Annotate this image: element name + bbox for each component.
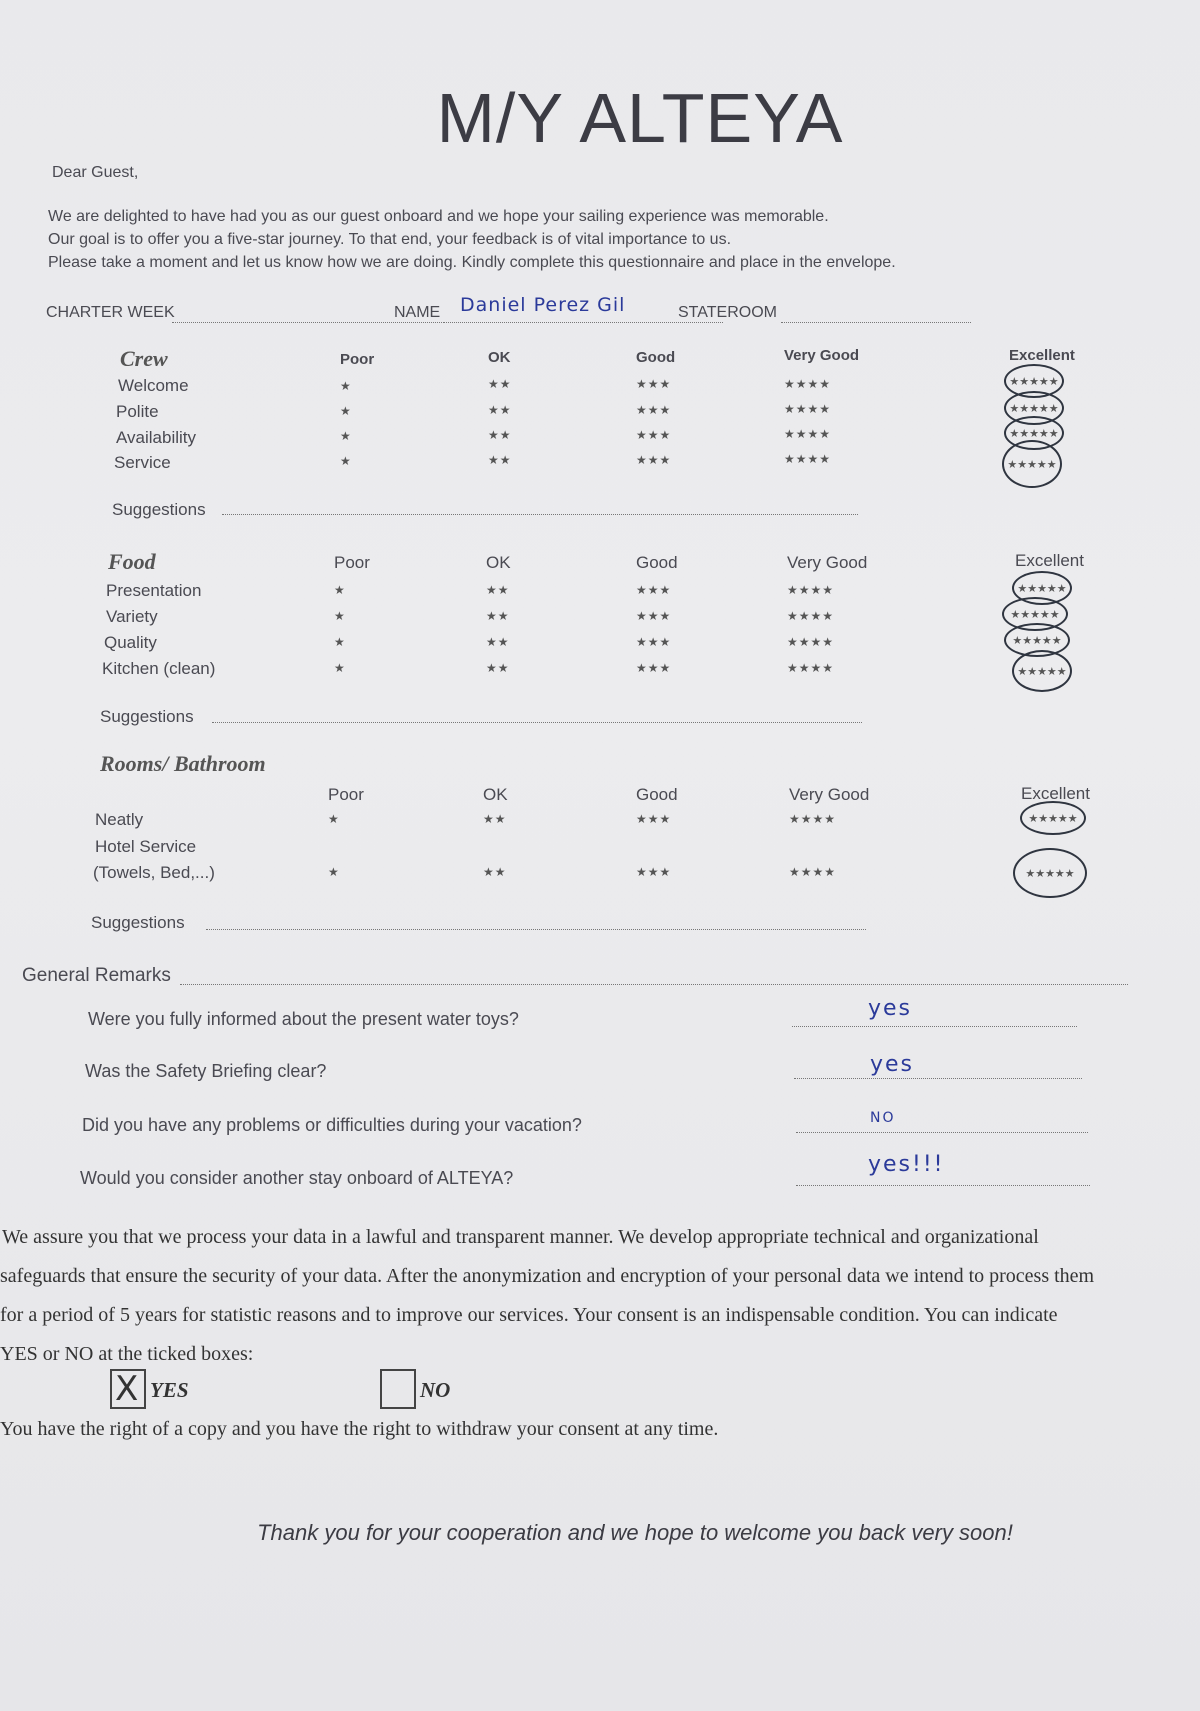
rooms-item-neatly: Neatly <box>95 810 144 829</box>
answer-another-stay: yes!!! <box>868 1152 945 1177</box>
rating-1-stars[interactable]: ★ <box>334 583 346 597</box>
rating-5-stars: ★★★★★ <box>1009 402 1059 415</box>
stateroom-label: STATEROOM <box>678 304 777 321</box>
crew-item-welcome: Welcome <box>118 376 189 395</box>
crew-item-availability: Availability <box>116 428 197 447</box>
intro-text <box>48 205 1048 274</box>
guest-info-row <box>46 294 976 328</box>
checkmark-x-icon: X <box>115 1369 139 1409</box>
food-item-presentation: Presentation <box>106 581 202 600</box>
question-another-stay: Would you consider another stay onboard of ALTEYA? <box>80 1168 514 1188</box>
header-poor: Poor <box>340 351 375 368</box>
page-title: M/Y ALTEYA <box>436 79 844 157</box>
crew-item-polite: Polite <box>116 402 159 421</box>
header-poor: Poor <box>328 785 364 804</box>
food-item-variety: Variety <box>106 607 158 626</box>
rating-5-stars: ★★★★★ <box>1010 608 1060 621</box>
thank-you-message: Thank you for your cooperation and we hope to welcome you back very soon! <box>257 1520 1013 1545</box>
rating-3-stars[interactable]: ★★★ <box>636 403 672 417</box>
rating-1-stars[interactable]: ★ <box>340 379 352 393</box>
consent-yes-label: YES <box>150 1378 189 1402</box>
question-water-toys: Were you fully informed about the present water toys? <box>88 1009 519 1029</box>
rating-4-stars[interactable]: ★★★★ <box>789 865 837 879</box>
rating-3-stars[interactable]: ★★★ <box>636 865 672 879</box>
consent-no-checkbox[interactable] <box>380 1369 416 1409</box>
rating-4-stars[interactable]: ★★★★ <box>787 583 835 597</box>
header-good: Good <box>636 349 676 366</box>
rating-5-stars: ★★★★★ <box>1017 582 1067 595</box>
rating-3-stars[interactable]: ★★★ <box>636 377 672 391</box>
rating-2-stars[interactable]: ★★ <box>488 403 512 417</box>
consent-yes-checkbox[interactable] <box>110 1369 146 1409</box>
rating-5-circled[interactable] <box>1020 801 1086 835</box>
rating-4-stars[interactable]: ★★★★ <box>784 452 832 466</box>
answer-field[interactable] <box>794 1078 1082 1079</box>
food-suggestions-label: Suggestions <box>100 707 194 726</box>
rating-2-stars[interactable]: ★★ <box>486 661 510 675</box>
intro-line: We are delighted to have had you as our guest onboard and we hope your sailing experience was memorable. <box>48 208 829 225</box>
stateroom-field[interactable] <box>781 322 971 323</box>
general-remarks-field[interactable] <box>180 984 1128 985</box>
rating-2-stars[interactable]: ★★ <box>488 377 512 391</box>
rooms-suggestions-field[interactable] <box>206 929 866 930</box>
answer-field[interactable] <box>796 1132 1088 1133</box>
rating-5-stars: ★★★★★ <box>1017 665 1067 678</box>
rating-2-stars[interactable]: ★★ <box>488 428 512 442</box>
rating-4-stars[interactable]: ★★★★ <box>784 427 832 441</box>
header-poor: Poor <box>334 553 370 572</box>
name-label: NAME <box>394 304 441 321</box>
charter-week-field[interactable] <box>172 322 442 323</box>
answer-field[interactable] <box>796 1185 1090 1186</box>
charter-week-label: CHARTER WEEK <box>46 304 175 321</box>
rating-5-circled[interactable] <box>1012 650 1072 692</box>
rating-1-stars[interactable]: ★ <box>340 454 352 468</box>
rating-5-stars: ★★★★★ <box>1007 458 1057 471</box>
question-safety-briefing: Was the Safety Briefing clear? <box>85 1061 327 1081</box>
rating-3-stars[interactable]: ★★★ <box>636 609 672 623</box>
privacy-line: We assure you that we process your data in a lawful and transparent manner. We develop appropriate technical and organizational <box>2 1226 1039 1248</box>
greeting: Dear Guest, <box>52 164 139 181</box>
rating-2-stars[interactable]: ★★ <box>483 812 507 826</box>
rooms-item-towels-bed: (Towels, Bed,...) <box>93 863 215 882</box>
crew-section-title: Crew <box>120 346 168 371</box>
rooms-item-hotel-service: Hotel Service <box>95 837 197 856</box>
rating-1-stars[interactable]: ★ <box>328 812 340 826</box>
rating-3-stars[interactable]: ★★★ <box>636 428 672 442</box>
rating-2-stars[interactable]: ★★ <box>486 609 510 623</box>
food-item-quality: Quality <box>104 633 157 652</box>
general-remarks-label: General Remarks <box>22 965 171 986</box>
rating-3-stars[interactable]: ★★★ <box>636 812 672 826</box>
rating-1-stars[interactable]: ★ <box>328 865 340 879</box>
privacy-line: safeguards that ensure the security of your data. After the anonymization and encryption of your personal data we intend to process them <box>0 1265 1095 1287</box>
question-problems: Did you have any problems or difficulties during your vacation? <box>82 1115 582 1135</box>
intro-line: Our goal is to offer you a five-star journey. To that end, your feedback is of vital importance to us. <box>48 231 732 248</box>
rating-4-stars[interactable]: ★★★★ <box>787 661 835 675</box>
rating-5-stars: ★★★★★ <box>1028 812 1078 825</box>
rating-5-stars: ★★★★★ <box>1012 634 1062 647</box>
name-value: Daniel Perez Gil <box>460 294 626 316</box>
rating-5-stars: ★★★★★ <box>1025 867 1075 880</box>
food-item-kitchen: Kitchen (clean) <box>102 659 216 678</box>
header-good: Good <box>636 553 678 572</box>
rating-2-stars[interactable]: ★★ <box>488 453 512 467</box>
rating-4-stars[interactable]: ★★★★ <box>787 609 835 623</box>
consent-no-label: NO <box>420 1378 451 1402</box>
privacy-line: for a period of 5 years for statistic reasons and to improve our services. Your consent is an indispensable condition. You can indicate <box>0 1304 1058 1326</box>
rating-5-stars: ★★★★★ <box>1009 427 1059 440</box>
header-excellent: Excellent <box>1009 347 1075 364</box>
rating-5-circled[interactable] <box>1013 848 1087 898</box>
rating-5-circled[interactable] <box>1002 440 1062 488</box>
header-very-good: Very Good <box>789 785 870 804</box>
header-very-good: Very Good <box>784 347 860 364</box>
crew-item-service: Service <box>114 453 171 472</box>
rating-1-stars[interactable]: ★ <box>340 429 352 443</box>
rating-3-stars[interactable]: ★★★ <box>636 661 672 675</box>
rating-4-stars[interactable]: ★★★★ <box>784 377 832 391</box>
rooms-section-title: Rooms/ Bathroom <box>100 751 266 776</box>
rating-4-stars[interactable]: ★★★★ <box>787 635 835 649</box>
rating-5-stars: ★★★★★ <box>1009 375 1059 388</box>
header-ok: OK <box>488 349 511 366</box>
food-suggestions-field[interactable] <box>212 722 862 723</box>
rating-2-stars[interactable]: ★★ <box>483 865 507 879</box>
header-excellent: Excellent <box>1021 784 1090 803</box>
header-very-good: Very Good <box>787 553 868 572</box>
rating-3-stars[interactable]: ★★★ <box>636 583 672 597</box>
header-good: Good <box>636 785 678 804</box>
rating-1-stars[interactable]: ★ <box>340 404 352 418</box>
rights-statement: You have the right of a copy and you have the right to withdraw your consent at any time. <box>0 1418 719 1440</box>
rating-4-stars[interactable]: ★★★★ <box>784 402 832 416</box>
header-ok: OK <box>483 785 508 804</box>
crew-suggestions-field[interactable] <box>222 514 858 515</box>
rating-2-stars[interactable]: ★★ <box>486 583 510 597</box>
answer-problems: NO <box>870 1110 896 1126</box>
privacy-line: YES or NO at the ticked boxes: <box>0 1343 254 1365</box>
name-field[interactable] <box>443 322 723 323</box>
rating-1-stars[interactable]: ★ <box>334 635 346 649</box>
rating-1-stars[interactable]: ★ <box>334 609 346 623</box>
header-excellent: Excellent <box>1015 551 1084 570</box>
answer-safety-briefing: yes <box>870 1052 915 1077</box>
food-section-title: Food <box>108 549 156 574</box>
crew-suggestions-label: Suggestions <box>112 500 206 519</box>
answer-field[interactable] <box>792 1026 1077 1027</box>
rating-4-stars[interactable]: ★★★★ <box>789 812 837 826</box>
rooms-suggestions-label: Suggestions <box>91 913 185 932</box>
privacy-statement <box>0 1218 1200 1374</box>
answer-water-toys: yes <box>868 996 913 1021</box>
header-ok: OK <box>486 553 511 572</box>
rating-2-stars[interactable]: ★★ <box>486 635 510 649</box>
intro-line: Please take a moment and let us know how we are doing. Kindly complete this questionnaire and place in the envelope. <box>48 254 896 271</box>
rating-3-stars[interactable]: ★★★ <box>636 635 672 649</box>
rating-3-stars[interactable]: ★★★ <box>636 453 672 467</box>
rating-1-stars[interactable]: ★ <box>334 661 346 675</box>
